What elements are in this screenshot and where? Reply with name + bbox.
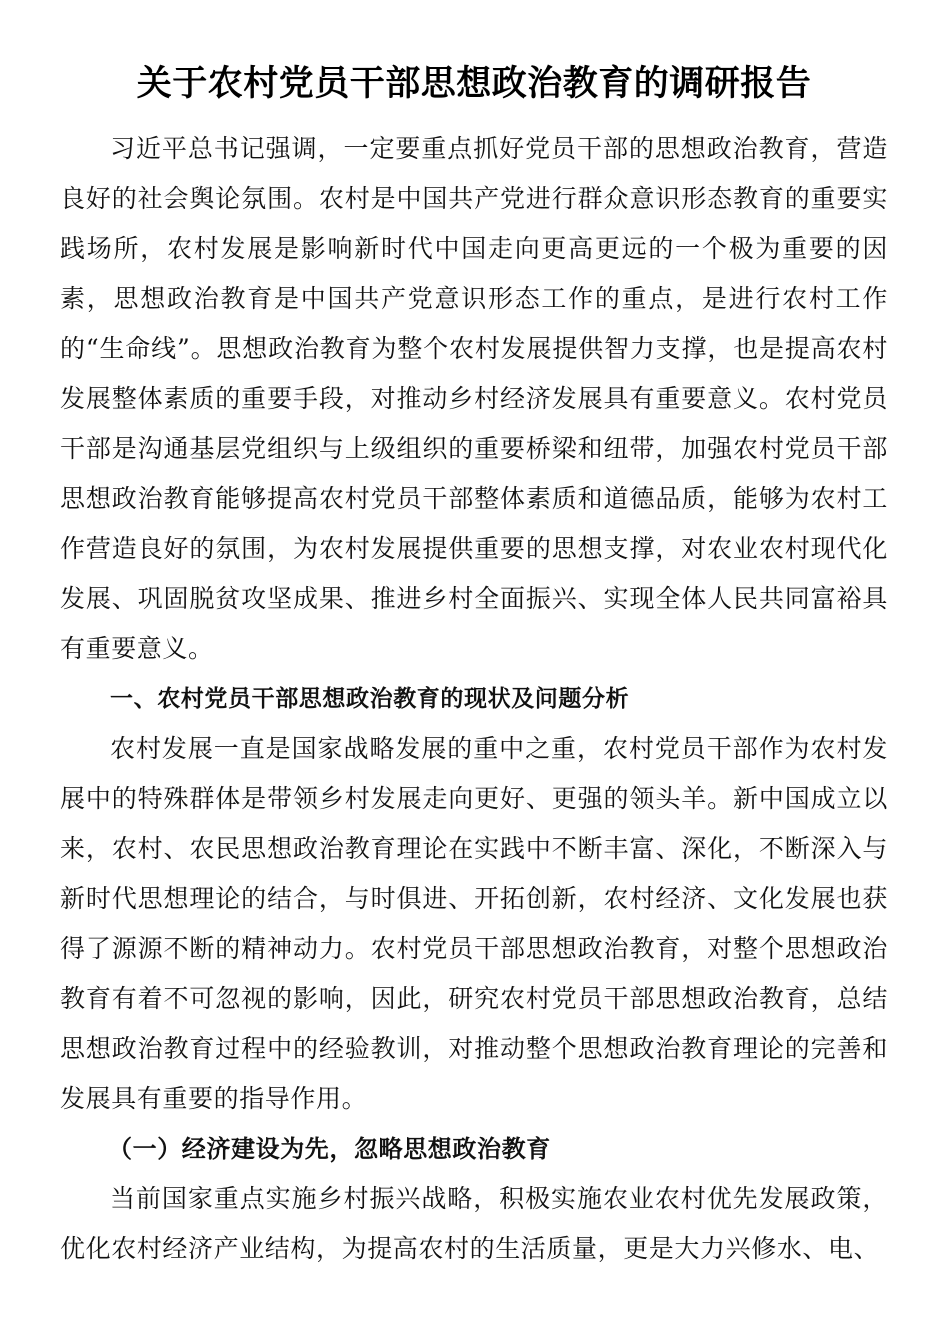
intro-paragraph: 习近平总书记强调，一定要重点抓好党员干部的思想政治教育，营造良好的社会舆论氛围。农村是中国共产党进行群众意识形态教育的重要实践场所，农村发展是影响新时代中国走向更高更远的一个极为重要的因素，思想政治教育是中国共产党意识形态工作的重点，是进行农村工作的“生命线”。思想政治教育为整个农村发展提供智力支撑，也是提高农村发展整体素质的重要手段，对推动乡村经济发展具有重要意义。农村党员干部是沟通基层党组织与上级组织的重要桥梁和纽带，加强农村党员干部思想政治教育能够提高农村党员干部整体素质和道德品质，能够为农村工作营造良好的氛围，为农村发展提供重要的思想支撑，对农业农村现代化发展、巩固脱贫攻坚成果、推进乡村全面振兴、实现全体人民共同富裕具有重要意义。 bbox=[60, 134, 888, 663]
section-paragraph: 农村发展一直是国家战略发展的重中之重，农村党员干部作为农村发展中的特殊群体是带领乡村发展走向更好、更强的领头羊。新中国成立以来，农村、农民思想政治教育理论在实践中不断丰富、深化，不断深入与新时代思想理论的结合，与时俱进、开拓创新，农村经济、文化发展也获得了源源不断的精神动力。农村党员干部思想政治教育，对整个思想政治教育有着不可忽视的影响，因此，研究农村党员干部思想政治教育，总结思想政治教育过程中的经验教训，对推动整个思想政治教育理论的完善和发展具有重要的指导作用。 bbox=[60, 734, 888, 1113]
document-title: 关于农村党员干部思想政治教育的调研报告 bbox=[136, 63, 812, 104]
subsection-heading: （一）经济建设为先，忽略思想政治教育 bbox=[108, 1134, 551, 1163]
subsection-paragraph: 当前国家重点实施乡村振兴战略，积极实施农业农村优先发展政策，优化农村经济产业结构，为提高农村的生活质量，更是大力兴修水、电、 bbox=[60, 1184, 888, 1263]
section-heading: 一、农村党员干部思想政治教育的现状及问题分析 bbox=[110, 686, 630, 712]
